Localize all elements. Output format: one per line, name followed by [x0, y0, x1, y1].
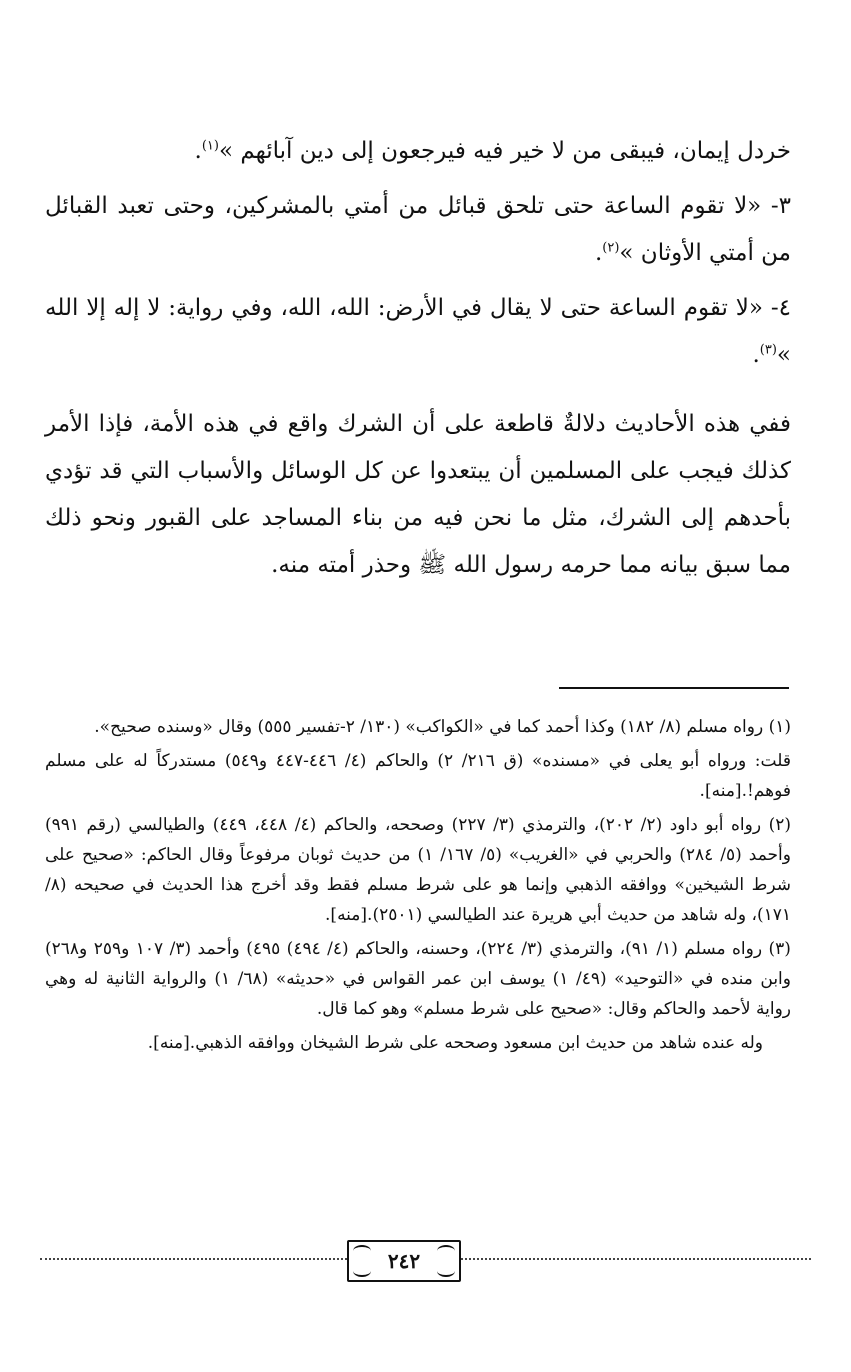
footnote-3-note: وله عنده شاهد من حديث ابن مسعود وصححه على شرط الشيخان ووافقه الذهبي.[منه].	[147, 1033, 763, 1053]
paragraph-3	[45, 285, 791, 379]
ornament-icon	[437, 1245, 455, 1257]
paragraph-4: ففي هذه الأحاديث دلالةٌ قاطعة على أن الشرك واقع في هذه الأمة، فإذا الأمر كذلك فيجب على المسلمين أن يبتعدوا عن كل الوسائل والأسباب التي قد تؤدي بأحدهم إلى الشرك، مثل ما نحن فيه من بناء المساجد على القبور ونحو ذلك مما سبق بيانه مما حرمه رسول الله ﷺ وحذر أمته منه.	[45, 411, 791, 578]
page-number: ٢٤٢	[387, 1249, 421, 1273]
footnote-ref-3[interactable]: (٣)	[759, 342, 777, 358]
ornament-icon	[353, 1245, 371, 1257]
footnote-divider	[559, 687, 789, 689]
footnote-1-note: قلت: ورواه أبو يعلى في «مسنده» (ق ٢١٦/ ٢) والحاكم (٤/ ٤٤٦-٤٤٧ و٥٤٩) مستدركاً له على مسلم فوهم!.[منه].	[45, 751, 791, 801]
footnotes	[45, 712, 791, 1062]
ornament-icon	[437, 1265, 455, 1277]
ornament-icon	[353, 1265, 371, 1277]
footnote-ref-1[interactable]: (١)	[201, 138, 219, 154]
footnote-1: (١) رواه مسلم (٨/ ١٨٢) وكذا أحمد كما في «الكواكب» (١٣٠/ ٢-تفسير ٥٥٥) وقال «وسنده صحيح».	[94, 717, 791, 737]
paragraph-3-end: .	[752, 342, 760, 368]
footnote-ref-2[interactable]: (٢)	[602, 240, 620, 256]
paragraph-3-text: ٤- «لا تقوم الساعة حتى لا يقال في الأرض: الله، الله، وفي رواية: لا إله إلا الله »	[45, 295, 791, 368]
paragraph-1-end: .	[194, 138, 202, 164]
page-number-frame	[347, 1240, 461, 1282]
footnote-3: (٣) رواه مسلم (١/ ٩١)، والترمذي (٣/ ٢٢٤)، وحسنه، والحاكم (٤/ ٤٩٤) ٤٩٥) وأحمد (٣/ ١٠٧ و٢٥٩ و٢٦٨) وابن منده في «التوحيد» (٤٩/ ١) يوسف ابن عمر القواس في «حديثه» (٦٨/ ١) والرواية الثانية له وهي رواية لأحمد والحاكم وقال: «صحيح على شرط مسلم» وهو كما قال.	[45, 939, 791, 1019]
main-text	[45, 128, 791, 589]
paragraph-1-text: خردل إيمان، فيبقى من لا خير فيه فيرجعون إلى دين آبائهم »	[218, 138, 791, 164]
paragraph-2	[45, 183, 791, 277]
paragraph-1	[45, 128, 791, 175]
paragraph-2-text: ٣- «لا تقوم الساعة حتى تلحق قبائل من أمتي بالمشركين، وحتى تعبد القبائل من أمتي الأوثان »	[45, 193, 791, 266]
footnote-2: (٢) رواه أبو داود (٢/ ٢٠٢)، والترمذي (٣/ ٢٢٧) وصححه، والحاكم (٤/ ٤٤٨، ٤٤٩) والطيالسي (رقم ٩٩١) وأحمد (٥/ ٢٨٤) والحربي في «الغريب» (٥/ ١٦٧/ ١) من حديث ثوبان مرفوعاً وقال الحاكم: «صحيح على شرط الشيخين» ووافقه الذهبي وإنما هو على شرط مسلم فقط وقد أخرج هذا الحديث في صحيحه (٨/ ١٧١)، وله شاهد من حديث أبي هريرة عند الطيالسي (٢٥٠١).[منه].	[45, 815, 792, 925]
paragraph-2-end: .	[594, 240, 603, 266]
